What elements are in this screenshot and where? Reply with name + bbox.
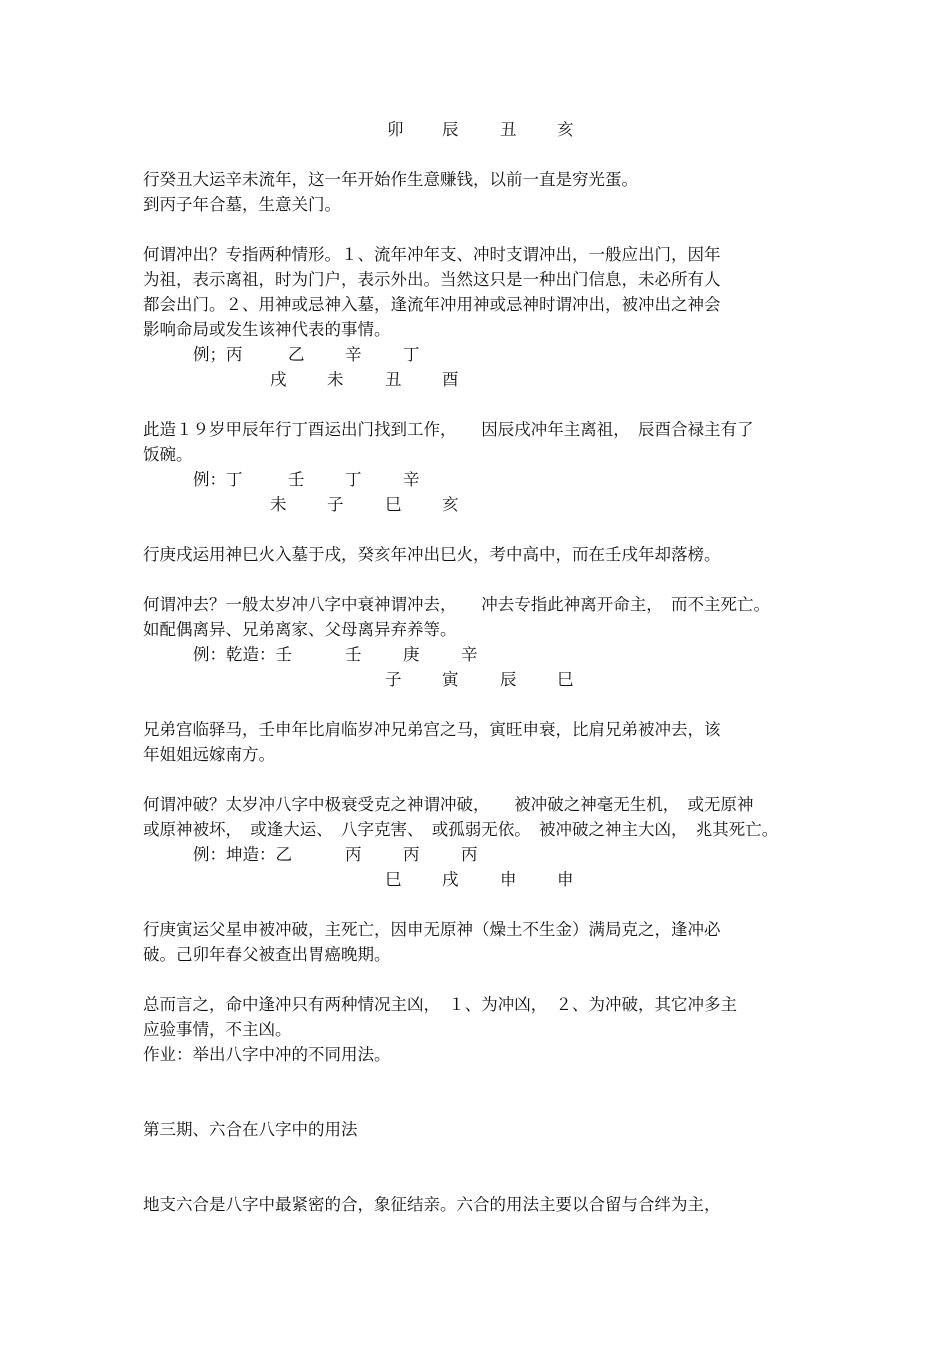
pillar-char: 乙 xyxy=(288,345,305,364)
paragraph-line: 破。己卯年春父被查出胃癌晚期。 xyxy=(143,945,391,964)
paragraph-line: 总而言之，命中逢冲只有两种情况主凶， １、为冲凶， ２、为冲破，其它冲多主 xyxy=(143,995,737,1014)
paragraph-line: 年姐姐远嫁南方。 xyxy=(143,745,275,764)
pillar-char: 酉 xyxy=(442,370,459,389)
pillar-char: 巳 xyxy=(385,870,402,889)
pillar-char: 丁 xyxy=(403,345,420,364)
pillar-char: 壬 xyxy=(288,470,305,489)
paragraph-line: 如配偶离异、兄弟离家、父母离异弃养等。 xyxy=(143,620,457,639)
pillar-char: 亥 xyxy=(557,120,574,139)
pillar-char: 卯 xyxy=(387,120,404,139)
paragraph-line: 行癸丑大运辛未流年，这一年开始作生意赚钱，以前一直是穷光蛋。 xyxy=(143,170,638,189)
pillar-char: 丑 xyxy=(500,120,517,139)
example-stem-row xyxy=(0,345,950,365)
pillar-char: 申 xyxy=(500,870,517,889)
pillar-char: 丁 xyxy=(345,470,362,489)
paragraph-line: 饭碗。 xyxy=(143,445,193,464)
paragraph-line: 都会出门。２、用神或忌神入墓，逢流年冲用神或忌神时谓冲出，被冲出之神会 xyxy=(143,295,721,314)
example-stem-row xyxy=(0,645,950,665)
paragraph-line: 影响命局或发生该神代表的事情。 xyxy=(143,320,391,339)
pillar-char: 戌 xyxy=(442,870,459,889)
example-stem-row xyxy=(0,845,950,865)
pillar-char: 巳 xyxy=(385,495,402,514)
paragraph-line: 或原神被坏， 或逢大运、 八字克害、 或孤弱无依。 被冲破之神主大凶， 兆其死亡。 xyxy=(143,820,779,839)
pillar-branch-row xyxy=(0,120,950,140)
paragraph-line: 到丙子年合墓，生意关门。 xyxy=(143,195,341,214)
example-label: 例：乾造：壬 xyxy=(193,645,292,664)
example-label: 例；丙 xyxy=(193,345,243,364)
pillar-char: 辰 xyxy=(500,670,517,689)
paragraph-line: 作业：举出八字中冲的不同用法。 xyxy=(143,1045,391,1064)
pillar-char: 寅 xyxy=(442,670,459,689)
paragraph-line: 此造１９岁甲辰年行丁酉运出门找到工作， 因辰戌冲年主离祖， 辰酉合禄主有了 xyxy=(143,420,754,439)
example-branch-row xyxy=(0,495,950,515)
pillar-char: 辛 xyxy=(403,470,420,489)
pillar-char: 亥 xyxy=(442,495,459,514)
pillar-char: 辛 xyxy=(461,645,478,664)
pillar-char: 庚 xyxy=(403,645,420,664)
pillar-char: 丑 xyxy=(385,370,402,389)
example-stem-row xyxy=(0,470,950,490)
paragraph-line: 行庚戌运用神巳火入墓于戌，癸亥年冲出巳火，考中高中，而在壬戌年却落榜。 xyxy=(143,545,721,564)
paragraph-line: 为祖，表示离祖，时为门户，表示外出。当然这只是一种出门信息，未必所有人 xyxy=(143,270,721,289)
paragraph-line: 地支六合是八字中最紧密的合，象征结亲。六合的用法主要以合留与合绊为主， xyxy=(143,1195,721,1214)
pillar-char: 未 xyxy=(327,370,344,389)
pillar-char: 辛 xyxy=(345,345,362,364)
paragraph-line: 应验事情，不主凶。 xyxy=(143,1020,292,1039)
example-branch-row xyxy=(0,370,950,390)
paragraph-line: 行庚寅运父星申被冲破，主死亡，因申无原神（燥土不生金）满局克之，逢冲必 xyxy=(143,920,721,939)
pillar-char: 申 xyxy=(557,870,574,889)
section-heading: 第三期、六合在八字中的用法 xyxy=(143,1120,358,1139)
pillar-char: 丙 xyxy=(345,845,362,864)
paragraph-line: 何谓冲破？太岁冲八字中极衰受克之神谓冲破， 被冲破之神毫无生机， 或无原神 xyxy=(143,795,754,814)
pillar-char: 戌 xyxy=(270,370,287,389)
paragraph-line: 何谓冲去？一般太岁冲八字中衰神谓冲去， 冲去专指此神离开命主， 而不主死亡。 xyxy=(143,595,770,614)
example-branch-row xyxy=(0,670,950,690)
example-label: 例：坤造：乙 xyxy=(193,845,292,864)
example-branch-row xyxy=(0,870,950,890)
pillar-char: 丙 xyxy=(403,845,420,864)
pillar-char: 丙 xyxy=(461,845,478,864)
paragraph-line: 何谓冲出？专指两种情形。１、流年冲年支、冲时支谓冲出，一般应出门，因年 xyxy=(143,245,721,264)
pillar-char: 未 xyxy=(270,495,287,514)
pillar-char: 子 xyxy=(385,670,402,689)
pillar-char: 巳 xyxy=(557,670,574,689)
pillar-char: 辰 xyxy=(442,120,459,139)
pillar-char: 壬 xyxy=(345,645,362,664)
pillar-char: 子 xyxy=(327,495,344,514)
example-label: 例：丁 xyxy=(193,470,243,489)
paragraph-line: 兄弟宫临驿马，壬申年比肩临岁冲兄弟宫之马，寅旺申衰，比肩兄弟被冲去，该 xyxy=(143,720,721,739)
